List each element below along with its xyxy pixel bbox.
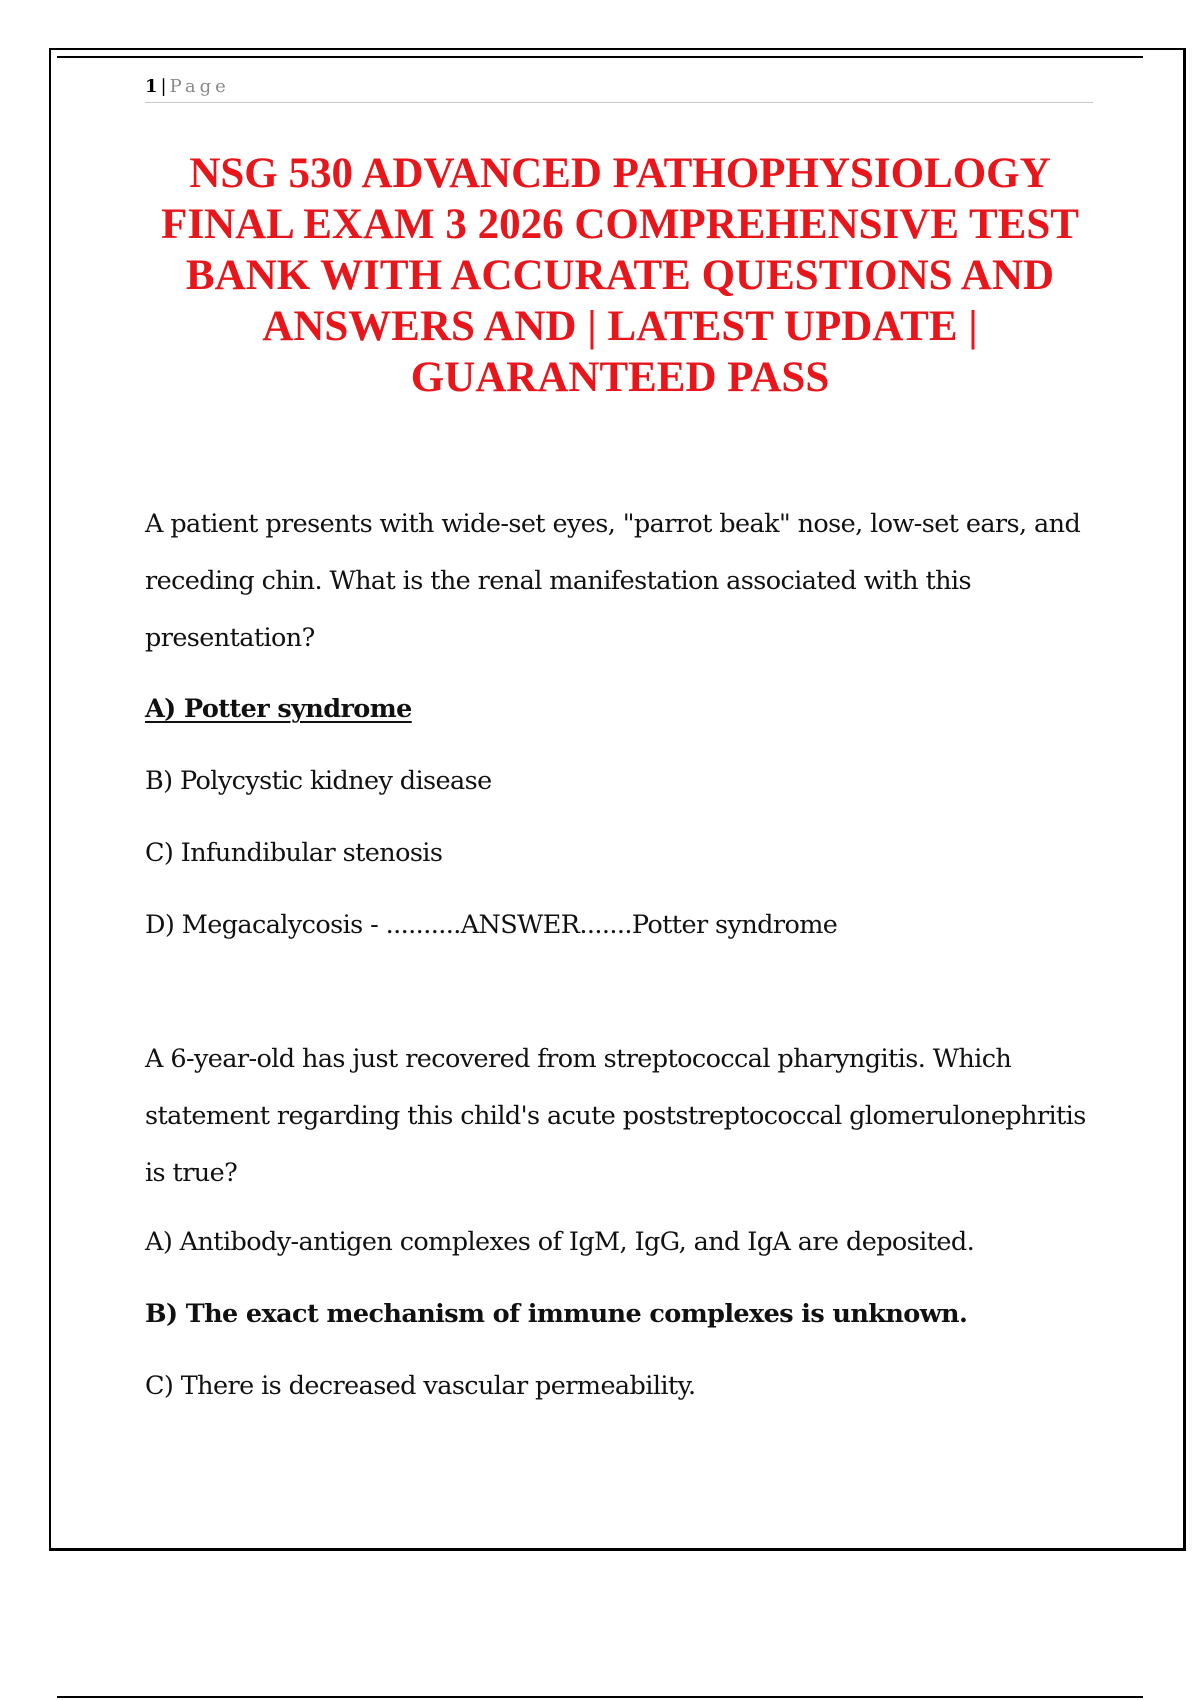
page-label: Page — [169, 76, 230, 97]
page-header — [145, 72, 1093, 103]
answer-options — [145, 673, 1105, 961]
question-stem: A patient presents with wide-set eyes, "parrot beak" nose, low-set ears, and receding chin. What is the renal manifestation associated with this presentation? — [145, 509, 1081, 653]
answer-option-c: C) Infundibular stenosis — [145, 838, 443, 868]
answer-option-a — [145, 673, 1105, 745]
question-block-2 — [145, 1031, 1105, 1422]
document-title: NSG 530 ADVANCED PATHOPHYSIOLOGY FINAL EXAM 3 2026 COMPREHENSIVE TEST BANK WITH ACCURATE QUESTIONS AND ANSWERS AND | LATEST UPDATE | GUARANTEED PASS — [161, 150, 1079, 401]
document-body — [145, 496, 1105, 1422]
correct-answer-label: B) The exact mechanism of immune complexes is unknown. — [145, 1299, 968, 1329]
answer-option-d: D) Megacalycosis - ..........ANSWER.......Potter syndrome — [145, 910, 838, 940]
question-spacer — [145, 961, 1105, 1031]
answer-option-c: C) There is decreased vascular permeability. — [145, 1371, 696, 1401]
correct-answer-label: A) Potter syndrome — [145, 694, 412, 724]
top-rule — [57, 56, 1143, 58]
answer-option-b — [145, 1278, 1105, 1350]
page-separator: | — [160, 76, 167, 97]
question-block-1 — [145, 496, 1105, 961]
page-number: 1 — [145, 76, 158, 97]
answer-option-a: A) Antibody-antigen complexes of IgM, IgG, and IgA are deposited. — [145, 1227, 975, 1257]
answer-option-b: B) Polycystic kidney disease — [145, 766, 492, 796]
question-stem: A 6-year-old has just recovered from streptococcal pharyngitis. Which statement regarding this child's acute poststreptococcal glomerulonephritis is true? — [145, 1044, 1086, 1188]
answer-options — [145, 1206, 1105, 1422]
bottom-rule — [57, 1696, 1143, 1698]
